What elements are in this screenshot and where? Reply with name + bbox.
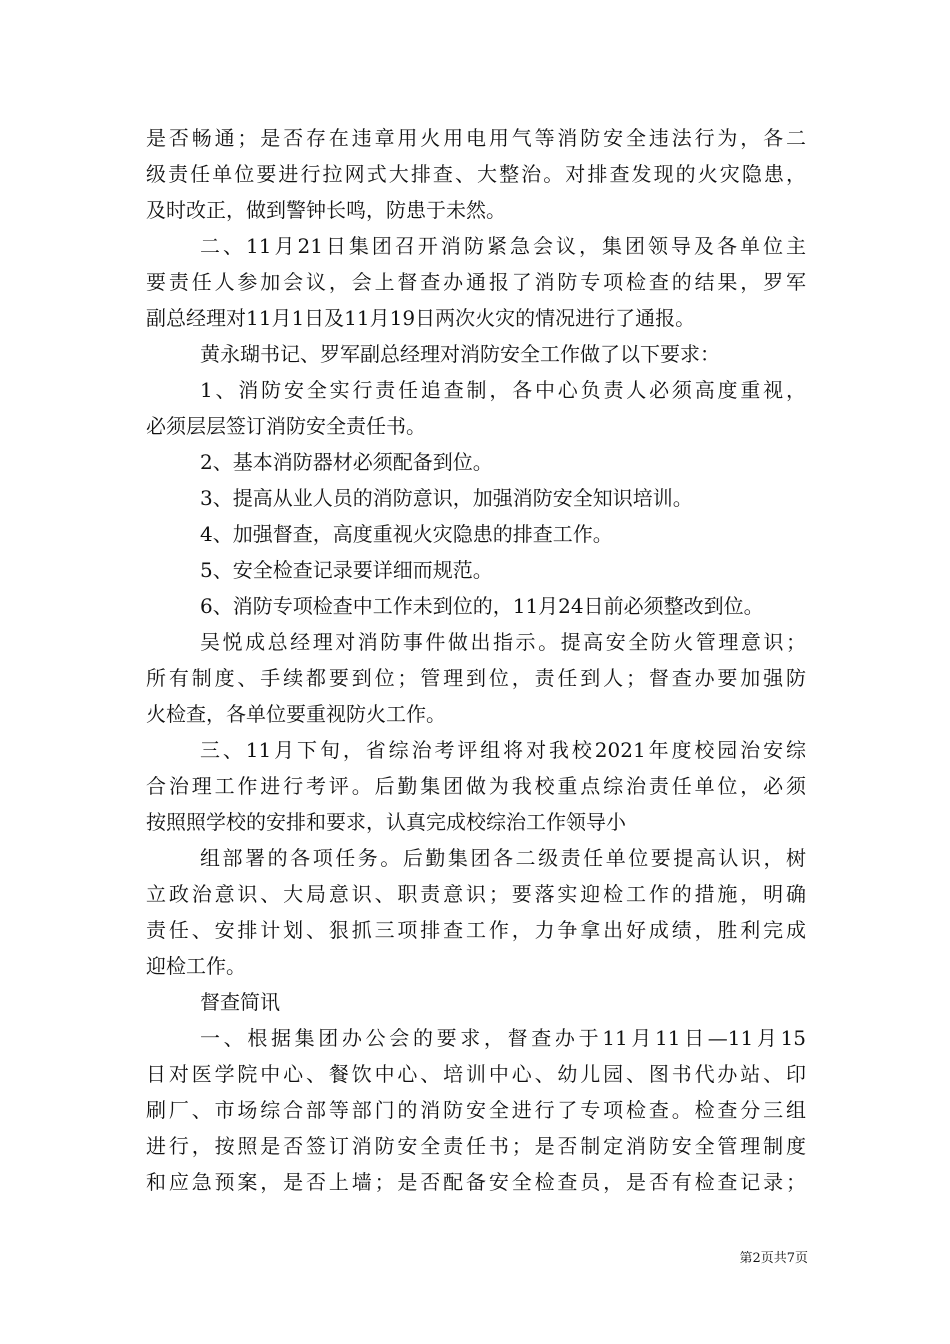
text-line: 吴悦成总经理对消防事件做出指示。提高安全防火管理意识； [200, 630, 806, 654]
text-line: 迎检工作。 [146, 954, 246, 978]
page-number-label: 第2页共7页 [739, 1251, 808, 1266]
text-line: 副总经理对11月1日及11月19日两次火灾的情况进行了通报。 [146, 306, 696, 330]
text-line: 立政治意识、大局意识、职责意识；要落实迎检工作的措施，明确 [146, 882, 806, 906]
text-line: 按照照学校的安排和要求，认真完成校综治工作领导小 [146, 810, 626, 834]
text-line: 督查简讯 [200, 990, 280, 1014]
text-line: 级责任单位要进行拉网式大排查、大整治。对排查发现的火灾隐患， [146, 162, 806, 186]
text-line: 所有制度、手续都要到位；管理到位，责任到人；督查办要加强防 [146, 666, 806, 690]
text-line: 日对医学院中心、餐饮中心、培训中心、幼儿园、图书代办站、印 [146, 1062, 806, 1086]
text-line: 要责任人参加会议，会上督查办通报了消防专项检查的结果，罗军 [146, 270, 806, 294]
text-line: 火检查，各单位要重视防火工作。 [146, 702, 446, 726]
text-line: 及时改正，做到警钟长鸣，防患于未然。 [146, 198, 506, 222]
text-line: 进行，按照是否签订消防安全责任书；是否制定消防安全管理制度 [146, 1134, 806, 1158]
text-line: 和应急预案，是否上墙；是否配备安全检查员，是否有检查记录； [146, 1170, 806, 1194]
page-footer [146, 1250, 808, 1268]
text-line: 刷厂、市场综合部等部门的消防安全进行了专项检查。检查分三组 [146, 1098, 806, 1122]
text-line: 组部署的各项任务。后勤集团各二级责任单位要提高认识，树 [200, 846, 806, 870]
text-line: 必须层层签订消防安全责任书。 [146, 414, 426, 438]
text-line: 合治理工作进行考评。后勤集团做为我校重点综治责任单位，必须 [146, 774, 806, 798]
text-line: 6、消防专项检查中工作未到位的，11月24日前必须整改到位。 [200, 594, 764, 618]
body-text [146, 120, 806, 1200]
text-line: 3、提高从业人员的消防意识，加强消防安全知识培训。 [200, 486, 693, 510]
text-line: 4、加强督查，高度重视火灾隐患的排查工作。 [200, 522, 613, 546]
text-line: 1、消防安全实行责任追查制，各中心负责人必须高度重视， [200, 378, 806, 402]
text-line: 是否畅通；是否存在违章用火用电用气等消防安全违法行为，各二 [146, 126, 806, 150]
text-line: 二、11月21日集团召开消防紧急会议，集团领导及各单位主 [200, 234, 806, 258]
text-line: 黄永瑚书记、罗军副总经理对消防安全工作做了以下要求： [200, 342, 720, 366]
text-line: 三、11月下旬，省综治考评组将对我校2021年度校园治安综 [200, 738, 806, 762]
text-line: 一、根据集团办公会的要求，督查办于11月11日—11月15 [200, 1026, 806, 1050]
text-line: 责任、安排计划、狠抓三项排查工作，力争拿出好成绩，胜利完成 [146, 918, 806, 942]
text-line: 5、安全检查记录要详细而规范。 [200, 558, 493, 582]
text-line: 2、基本消防器材必须配备到位。 [200, 450, 493, 474]
